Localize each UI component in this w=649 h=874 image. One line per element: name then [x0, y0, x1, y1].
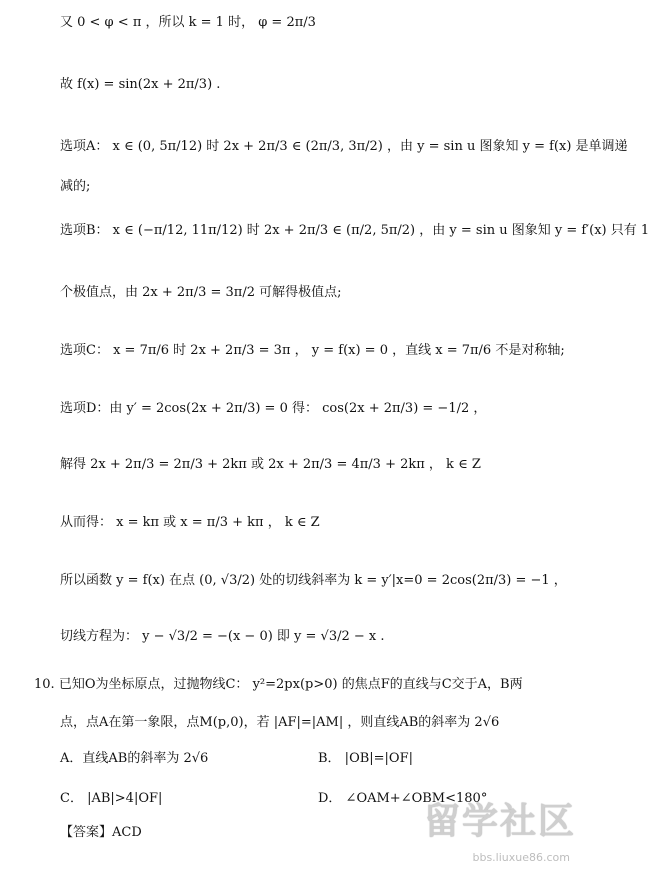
tangent-slope-line: 所以函数 y = f(x) 在点 (0, √3/2) 处的切线斜率为 k = y′|x=0 = 2cos(2π/3) = −1 ， — [60, 573, 567, 588]
question-10-stem-line-2: 点，点A在第一象限，点M(p,0)，若 |AF|=|AM| ，则直线AB的斜率为 2√6 — [60, 715, 500, 730]
option-a-analysis-line-2: 减的; — [60, 179, 91, 194]
choice-a: A．直线AB的斜率为 2√6 — [60, 751, 209, 766]
option-a-analysis-line-1: 选项A： x ∈ (0, 5π/12) 时 2x + 2π/3 ∈ (2π/3, 3π/2) ，由 y = sin u 图象知 y = f(x) 是单调递 — [60, 139, 628, 154]
answer-line: 【答案】ACD — [60, 825, 142, 840]
choice-c: C． |AB|>4|OF| — [60, 791, 163, 806]
tangent-equation-line: 切线方程为： y − √3/2 = −(x − 0) 即 y = √3/2 − x . — [60, 629, 385, 644]
option-c-analysis-line: 选项C： x = 7π/6 时 2x + 2π/3 = 3π ， y = f(x) = 0 ，直线 x = 7π/6 不是对称轴; — [60, 343, 565, 358]
choice-d: D． ∠OAM+∠OBM<180° — [318, 791, 488, 806]
watermark-url: bbs.liuxue86.com — [472, 851, 570, 864]
result-line: 从而得： x = kπ 或 x = π/3 + kπ ， k ∈ Z — [60, 515, 320, 530]
solution-line-1: 又 0 < φ < π ，所以 k = 1 时， φ = 2π/3 — [60, 15, 316, 30]
question-number: 10. — [34, 677, 55, 692]
question-stem-text-1: 已知O为坐标原点，过抛物线C： y²=2px(p>0) 的焦点F的直线与C交于A，B两 — [58, 677, 523, 692]
watermark-logo: 留学社区 — [423, 801, 576, 842]
option-b-analysis-line-1: 选项B： x ∈ (−π/12, 11π/12) 时 2x + 2π/3 ∈ (π/2, 5π/2) ，由 y = sin u 图象知 y = f′(x) 只有 1 — [60, 223, 649, 238]
solve-line: 解得 2x + 2π/3 = 2π/3 + 2kπ 或 2x + 2π/3 = 4π/3 + 2kπ ， k ∈ Z — [60, 457, 481, 472]
option-b-analysis-line-2: 个极值点，由 2x + 2π/3 = 3π/2 可解得极值点; — [60, 285, 342, 300]
option-d-analysis-line: 选项D：由 y′ = 2cos(2x + 2π/3) = 0 得： cos(2x + 2π/3) = −1/2 ， — [60, 401, 487, 416]
question-10-stem-line-1 — [34, 676, 523, 694]
choice-b: B． |OB|=|OF| — [318, 751, 413, 766]
solution-line-2: 故 f(x) = sin(2x + 2π/3) . — [60, 77, 221, 92]
